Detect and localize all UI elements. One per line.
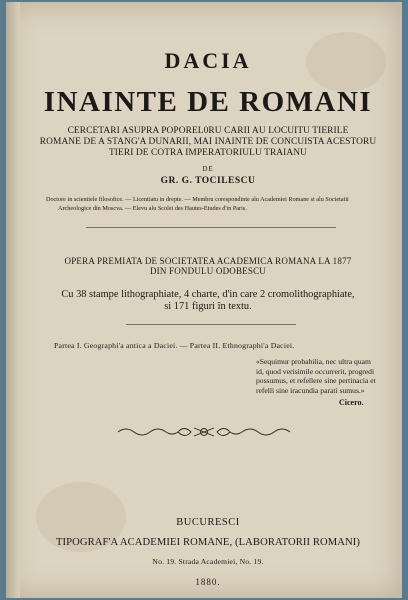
illustrations-line: si 171 figuri în textu. xyxy=(164,301,252,312)
parts-line: Partea I. Geographi'a antica a Daciei. — Partea II. Ethnographi'a Daciei. xyxy=(54,341,295,350)
city: BUCURESCI xyxy=(176,517,240,528)
printer: TIPOGRAF'A ACADEMIEI ROMANE, (LABORATORII ROMANI) xyxy=(55,537,361,548)
divider xyxy=(86,227,336,228)
epigraph xyxy=(256,357,376,396)
subtitle-line: CERCETARI ASUPRA POPOREL0RU CARII AU LOCUITU TIERILE xyxy=(67,126,349,136)
divider xyxy=(126,324,296,325)
author-credentials: Archeologice din Moscva. — Elevu alu Scolei des Hautes-Etudes d'in Paris. xyxy=(58,205,247,212)
title-line-1: DACIA xyxy=(164,48,252,73)
author-credentials: Doctore in scientiele filosofice. — Licentiatu in drepte. — Membru corespondinte alu Academiei Romane si alu Societatii xyxy=(46,196,349,203)
subtitle-line: ROMANE DE A STANG'A DUNARII, MAI INAINTE DE CONCUISTA ACESTORU xyxy=(39,137,377,147)
illustrations-line: Cu 38 stampe lithographiate, 4 charte, d'in care 2 cromolithographiate, xyxy=(61,289,355,300)
subtitle-line: TIERI DE COTRA IMPERATORIULU TRAIANU xyxy=(108,148,308,158)
epigraph-line: «Sequimur probabilia, nec ultra quam xyxy=(256,357,371,366)
epigraph-line: possumus, et refellere sine pertinacia et xyxy=(256,376,376,386)
printer-address: No. 19. Strada Academiei, No. 19. xyxy=(152,557,264,566)
ornament-divider xyxy=(6,422,402,442)
epigraph-line: id, quod verisimile occurrerit, progredi xyxy=(256,366,375,376)
title-line-2: INAINTE DE ROMANI xyxy=(43,86,373,118)
title-page xyxy=(6,2,402,598)
binding-edge xyxy=(6,2,20,598)
publication-year: 1880. xyxy=(195,577,221,587)
author-name: GR. G. TOCILESCU xyxy=(160,176,256,186)
epigraph-line: refelli sine iracundia parati sumus.» xyxy=(256,386,365,396)
by-label: DE xyxy=(202,165,214,173)
award-line: DIN FONDULU ODOBESCU xyxy=(149,266,266,276)
award-line: OPERA PREMIATA DE SOCIETATEA ACADEMICA ROMANA LA 1877 xyxy=(64,256,352,266)
epigraph-author: Cicero. xyxy=(339,398,364,407)
